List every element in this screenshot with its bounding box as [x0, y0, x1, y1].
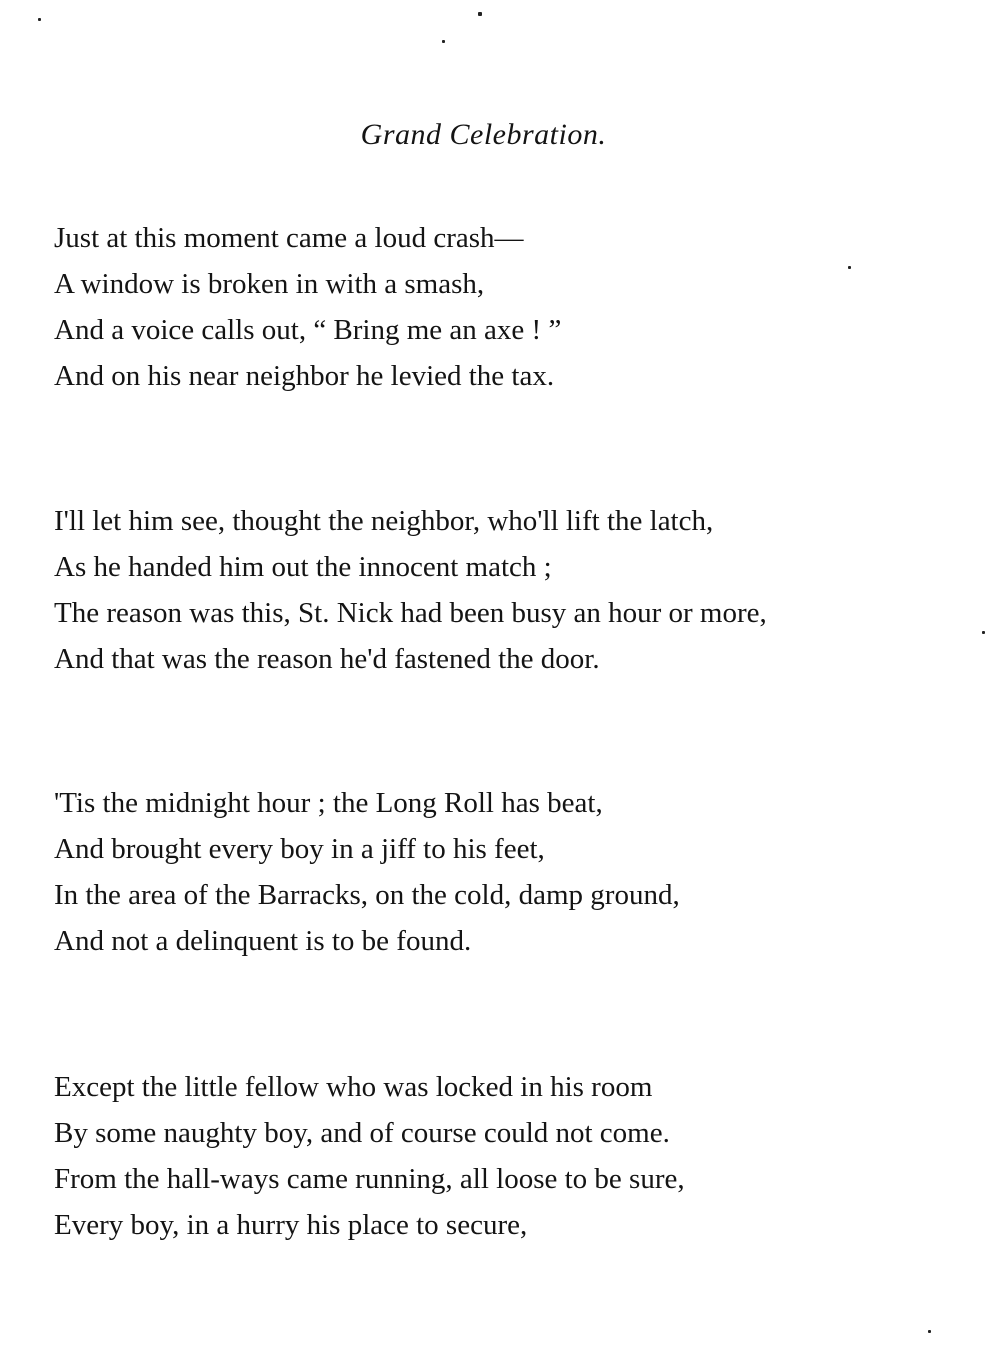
- stanza: [54, 215, 974, 399]
- poem-line: And not a delinquent is to be found.: [54, 925, 472, 957]
- page-title: Grand Celebration.: [360, 118, 607, 151]
- poem-line: Every boy, in a hurry his place to secure,: [54, 1209, 528, 1241]
- poem-line: In the area of the Barracks, on the cold, damp ground,: [54, 879, 680, 911]
- scan-speck: [38, 18, 41, 21]
- poem-line: The reason was this, St. Nick had been busy an hour or more,: [54, 597, 767, 629]
- poem-line: By some naughty boy, and of course could not come.: [54, 1117, 670, 1149]
- stanza: [54, 498, 974, 682]
- scan-speck: [982, 631, 985, 634]
- scan-speck: [478, 12, 482, 16]
- poem-line: And that was the reason he'd fastened the door.: [54, 643, 600, 675]
- poem-line: And on his near neighbor he levied the tax.: [54, 360, 555, 392]
- poem-line: And a voice calls out, “ Bring me an axe ! ”: [54, 314, 562, 346]
- scan-speck: [928, 1330, 931, 1333]
- poem-line: As he handed him out the innocent match ;: [54, 551, 552, 583]
- poem-line: I'll let him see, thought the neighbor, who'll lift the latch,: [54, 505, 714, 537]
- poem-line: From the hall-ways came running, all loose to be sure,: [54, 1163, 685, 1195]
- poem-line: A window is broken in with a smash,: [54, 268, 485, 300]
- poem-line: 'Tis the midnight hour ; the Long Roll has beat,: [54, 787, 603, 819]
- poem-line: And brought every boy in a jiff to his feet,: [54, 833, 545, 865]
- scan-speck: [442, 40, 445, 43]
- poem-line: Except the little fellow who was locked in his room: [54, 1071, 653, 1103]
- stanza: [54, 780, 974, 964]
- stanza: [54, 1064, 974, 1248]
- poem-line: Just at this moment came a loud crash—: [54, 222, 524, 254]
